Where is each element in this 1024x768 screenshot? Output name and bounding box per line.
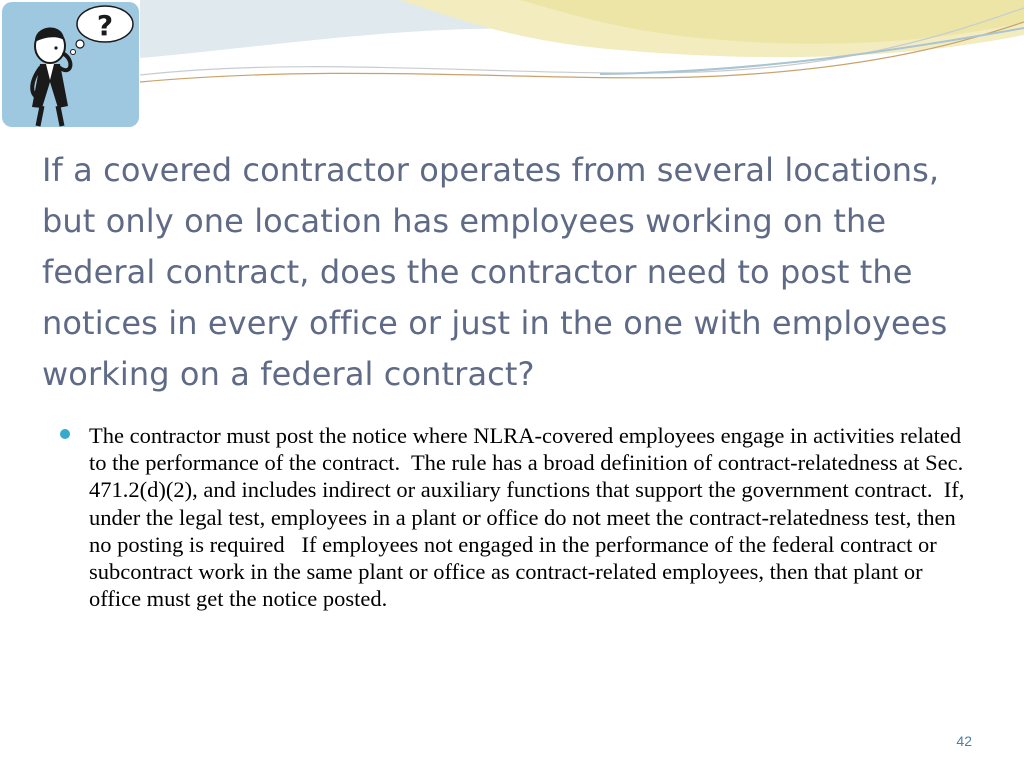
slide-title: If a covered contractor operates from several locations, but only one location has employees working on the federal contract, does the contractor need to post the notices in every office or just in the one with employees working on a federal contract? [42, 151, 948, 393]
thinking-man-question-icon [2, 2, 139, 127]
svg-text:?: ? [96, 9, 114, 42]
bullet-text: The contractor must post the notice where NLRA-covered employees engage in activities related to the performance of the contract. The rule has a broad definition of contract-relatedness at Sec. 471.2(d)(2), and includes indirect or auxiliary functions that support the government contract. If, under the legal test, employees in a plant or office do not meet the contract-relatedness test, then no posting is required If employees not engaged in the performance of the federal contract or subcontract work in the same plant or office as contract-related employees, then that plant or office must get the notice posted. [89, 423, 970, 612]
page-number: 42 [956, 733, 972, 749]
bullet-list [60, 422, 970, 612]
header-wave-decoration [0, 0, 1024, 110]
list-item [60, 422, 970, 612]
bullet-icon [60, 429, 70, 439]
